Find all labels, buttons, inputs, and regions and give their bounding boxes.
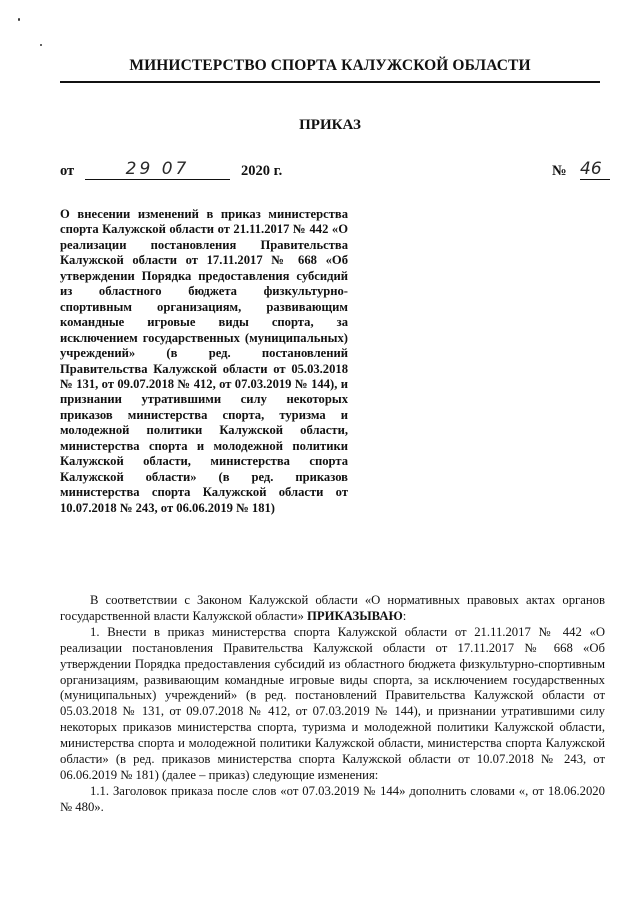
document-type: ПРИКАЗ: [299, 117, 361, 133]
item-1-paragraph: 1. Внести в приказ министерства спорта Калужской области от 21.11.2017 № 442 «О реализации постановления Правительства Калужской области от 17.11.2017 № 668 «Об утверждении Порядка предоставления субсидий из областного бюджета физкультурно-спортивным организациям, развивающим командные игровые виды спорта, за исключением государственных (муниципальных) учреждений» (в ред. постановлений Правительства Калужской области от 05.03.2018 № 131, от 09.07.2018 № 412, от 07.03.2019 № 144), и признании утратившими силу некоторых приказов министерства спорта, туризма и молодежной политики Калужской области, министерства спорта и молодежной политики Калужской области, министерства спорта Калужской области» (в ред. приказов министерства спорта Калужской области от 10.07.2018 № 243, от 06.06.2019 № 181) (далее – приказ) следующие изменения:: [60, 624, 605, 782]
handwritten-order-number: 46: [580, 159, 610, 180]
ministry-name: МИНИСТЕРСТВО СПОРТА КАЛУЖСКОЙ ОБЛАСТИ: [129, 57, 531, 74]
scan-speck: [18, 18, 20, 21]
preamble-text: В соответствии с Законом Калужской области «О нормативных правовых актах органов государственной власти Калужской области»: [60, 593, 605, 623]
date-prefix: от: [60, 163, 75, 179]
handwritten-date: 29 07: [85, 159, 230, 180]
order-number-label: №: [552, 163, 567, 179]
header-rule: [60, 81, 600, 83]
scan-speck: [40, 44, 42, 46]
preamble-paragraph: [60, 593, 605, 625]
order-subject: О внесении изменений в приказ министерства спорта Калужской области от 21.11.2017 № 442 «О реализации постановления Правительства Калужской области от 17.11.2017 № 668 «Об утверждении Порядка предоставления субсидий из областного бюджета физкультурно-спортивным организациям, развивающим командные игровые виды спорта, за исключением государственных (муниципальных) учреждений» (в ред. постановлений Правительства Калужской области от 05.03.2018 № 131, от 09.07.2018 № 412, от 07.03.2019 № 144), и признании утратившими силу некоторых приказов министерства спорта, туризма и молодежной политики Калужской области, министерства спорта и молодежной политики Калужской области, министерства спорта Калужской области» (в ред. приказов министерства спорта Калужской области от 10.07.2018 № 243, от 06.06.2019 № 181): [60, 207, 348, 515]
order-body: [60, 593, 605, 816]
date-line: [60, 159, 600, 183]
date-year: 2020 г.: [241, 163, 283, 179]
preamble-end: :: [402, 608, 407, 623]
item-1-1-paragraph: 1.1. Заголовок приказа после слов «от 07.03.2019 № 144» дополнить словами «, от 18.06.2020 № 480».: [60, 783, 605, 814]
preamble-emphasis: ПРИКАЗЫВАЮ: [306, 608, 403, 623]
